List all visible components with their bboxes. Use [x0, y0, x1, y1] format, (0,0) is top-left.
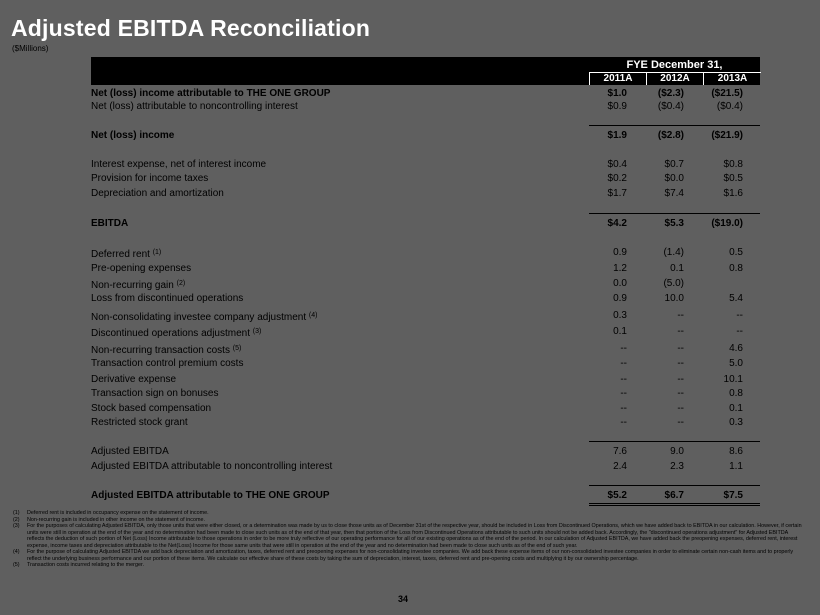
cell-2011: 0.3: [613, 310, 627, 321]
row-label: Interest expense, net of interest income: [91, 159, 267, 170]
cell-2012: --: [677, 388, 684, 399]
cell-2013: --: [736, 310, 743, 321]
year-header-2012: 2012A: [646, 72, 703, 85]
units-subtitle: ($Millions): [12, 44, 49, 53]
cell-2012: ($2.8): [657, 130, 684, 141]
cell-2012: --: [677, 358, 684, 369]
cell-2012: $5.3: [664, 218, 684, 229]
cell-2013: --: [736, 326, 743, 337]
footnote: (4) For the purpose of calculating Adjusted EBITDA we add back depreciation and amortization, taxes, deferred rent and preopening expenses for non-consolidating investee companies. We add back these expense items of our non-consolidated investee companies in order to eliminate certain non-cash items and to properly reflect the underlying business performance and our portion of these items. We calculate our effective share of these costs by taking the sum of depreciation, interest, taxes, deferred rent and pre-opening costs and multiplying it by our ownership percentage.: [13, 549, 794, 562]
cell-2011: --: [620, 388, 627, 399]
row-label: Transaction control premium costs: [91, 358, 244, 369]
cell-2011: $0.4: [607, 159, 627, 170]
table-row: [91, 342, 760, 355]
cell-2012: (5.0): [663, 278, 684, 289]
row-label: Discontinued operations adjustment $^{(3)}$: [91, 328, 262, 339]
cell-2013: 0.1: [729, 403, 743, 414]
cell-2011: 0.0: [613, 278, 627, 289]
table-row: [91, 373, 760, 386]
cell-2013: 10.1: [723, 374, 743, 385]
row-label: Loss from discontinued operations: [91, 293, 244, 304]
row-label: Stock based compensation: [91, 403, 212, 414]
table-row: [91, 129, 760, 142]
cell-2013: 0.8: [729, 263, 743, 274]
row-label: Adjusted EBITDA attributable to noncontrolling interest: [91, 461, 333, 472]
cell-2013: $0.5: [723, 173, 743, 184]
cell-2012: ($0.4): [657, 101, 684, 112]
row-label: EBITDA: [91, 218, 129, 229]
cell-2012: --: [677, 343, 684, 354]
cell-2011: $0.2: [607, 173, 627, 184]
cell-2011: $1.9: [607, 130, 627, 141]
row-label: Non-recurring gain $^{(2)}$: [91, 280, 186, 291]
cell-2012: (1.4): [663, 247, 684, 258]
table-row: [91, 187, 760, 200]
table-row: [91, 246, 760, 259]
table-row: [91, 402, 760, 415]
cell-2012: $7.4: [664, 188, 684, 199]
table-row: [91, 387, 760, 400]
row-label: Depreciation and amortization: [91, 188, 224, 199]
cell-2012: 9.0: [670, 446, 684, 457]
cell-2012: $6.7: [664, 490, 684, 501]
cell-2012: --: [677, 403, 684, 414]
row-label: Derivative expense: [91, 374, 177, 385]
cell-2013: ($0.4): [716, 101, 743, 112]
cell-2012: ($2.3): [657, 88, 684, 99]
table-row: [91, 309, 760, 322]
row-label: Transaction sign on bonuses: [91, 388, 219, 399]
cell-2013: 0.8: [729, 388, 743, 399]
row-label: Provision for income taxes: [91, 173, 209, 184]
cell-2013: ($19.0): [711, 218, 743, 229]
year-header-2011: 2011A: [589, 72, 646, 85]
cell-2013: 8.6: [729, 446, 743, 457]
row-label: Deferred rent $^{(1)}$: [91, 249, 162, 260]
cell-2013: $7.5: [723, 490, 743, 501]
cell-2012: $0.7: [664, 159, 684, 170]
cell-2013: 0.5: [729, 247, 743, 258]
row-label: Net (loss) income attributable to THE ONE GROUP: [91, 88, 331, 99]
table-row: [91, 217, 760, 230]
cell-2013: ($21.5): [711, 88, 743, 99]
row-label: Non-consolidating investee company adjustment $^{(4)}$: [91, 312, 318, 323]
row-label: Net (loss) income: [91, 130, 175, 141]
table-row: [91, 489, 760, 502]
cell-2012: 0.1: [670, 263, 684, 274]
table-row: [91, 172, 760, 185]
cell-2013: ($21.9): [711, 130, 743, 141]
cell-2011: $4.2: [607, 218, 627, 229]
table-row: [91, 445, 760, 458]
cell-2013: 5.0: [729, 358, 743, 369]
cell-2011: $1.7: [607, 188, 627, 199]
cell-2013: $0.8: [723, 159, 743, 170]
cell-2011: 0.1: [613, 326, 627, 337]
cell-2011: $1.0: [607, 88, 627, 99]
cell-2013: 4.6: [729, 343, 743, 354]
cell-2011: --: [620, 343, 627, 354]
cell-2012: --: [677, 374, 684, 385]
cell-2011: $0.9: [607, 101, 627, 112]
table-row: [91, 460, 760, 473]
table-row: [91, 277, 760, 290]
cell-2011: --: [620, 417, 627, 428]
cell-2012: --: [677, 310, 684, 321]
table-row: [91, 158, 760, 171]
subtotal-rule: [589, 485, 760, 486]
cell-2013: 0.3: [729, 417, 743, 428]
cell-2011: --: [620, 374, 627, 385]
footnote: (1) Deferred rent is included in occupancy expense on the statement of income.: [13, 510, 209, 516]
row-label: Restricted stock grant: [91, 417, 188, 428]
table-row: [91, 87, 760, 100]
row-label: Adjusted EBITDA attributable to THE ONE GROUP: [91, 490, 330, 501]
cell-2012: $0.0: [664, 173, 684, 184]
cell-2011: 1.2: [613, 263, 627, 274]
table-row: [91, 292, 760, 305]
page-number: 34: [398, 594, 409, 604]
row-label: Net (loss) attributable to noncontrolling interest: [91, 101, 298, 112]
table-row: [91, 325, 760, 338]
cell-2011: $5.2: [607, 490, 627, 501]
row-label: Adjusted EBITDA: [91, 446, 169, 457]
cell-2013: 1.1: [729, 461, 743, 472]
table-row: [91, 416, 760, 429]
page-title: Adjusted EBITDA Reconciliation: [11, 15, 371, 41]
row-label: Pre-opening expenses: [91, 263, 192, 274]
cell-2012: 10.0: [664, 293, 684, 304]
cell-2013: 5.4: [729, 293, 743, 304]
cell-2011: 0.9: [613, 293, 627, 304]
cell-2012: --: [677, 417, 684, 428]
subtotal-rule: [589, 441, 760, 442]
row-label: Non-recurring transaction costs $^{(5)}$: [91, 345, 242, 356]
subtotal-rule: [589, 213, 760, 214]
footnote: (2) Non-recurring gain is included in other income on the statement of income.: [13, 516, 205, 523]
cell-2011: 0.9: [613, 247, 627, 258]
footnotes: [13, 510, 803, 569]
fye-header: FYE December 31,: [626, 59, 723, 71]
cell-2011: 2.4: [613, 461, 627, 472]
table-row: [91, 262, 760, 275]
year-header-2013: 2013A: [703, 72, 761, 85]
total-double-rule: [589, 503, 760, 508]
cell-2011: 7.6: [613, 446, 627, 457]
table-header: [91, 57, 760, 85]
cell-2012: --: [677, 326, 684, 337]
table-row: [91, 357, 760, 370]
footnote: (5) Transaction costs incurred relating to the merger.: [13, 562, 144, 568]
cell-2011: --: [620, 403, 627, 414]
cell-2011: --: [620, 358, 627, 369]
cell-2013: $1.6: [723, 188, 743, 199]
footnote: (3) For the purposes of calculating Adjusted EBITDA, only those units that were either closed, or a determination was made by us to close those units as of December 31st of the respective year, should be included in Loss from Discontinued Operations, which we have added back to EBITDA in our calculation. However, if certain units were still in operation at the end of the year and no determination had been made to close such units as of the end of that year, then that portion of the Loss from Discontinued Operations attributable to such units should not be added back. Accordingly, the "discontinued operations adjustment" for Adjusted EBITDA reflects the deduction of such portion of Net (Loss) Income attributable to those operations in order to be more truly reflective of our operating performance for all of our existing operations as of the end of the period. In our calculation of Adjusted EBITDA, we have added back the preopening expenses, deferred rent, interest expense, income taxes and depreciation attributable to the Net(Loss) Income for those same units that were still in operation at the end of the year and no determination had been made to close such units as of the end of such year.: [13, 523, 802, 549]
table-row: [91, 100, 760, 113]
subtotal-rule: [589, 125, 760, 126]
cell-2012: 2.3: [670, 461, 684, 472]
